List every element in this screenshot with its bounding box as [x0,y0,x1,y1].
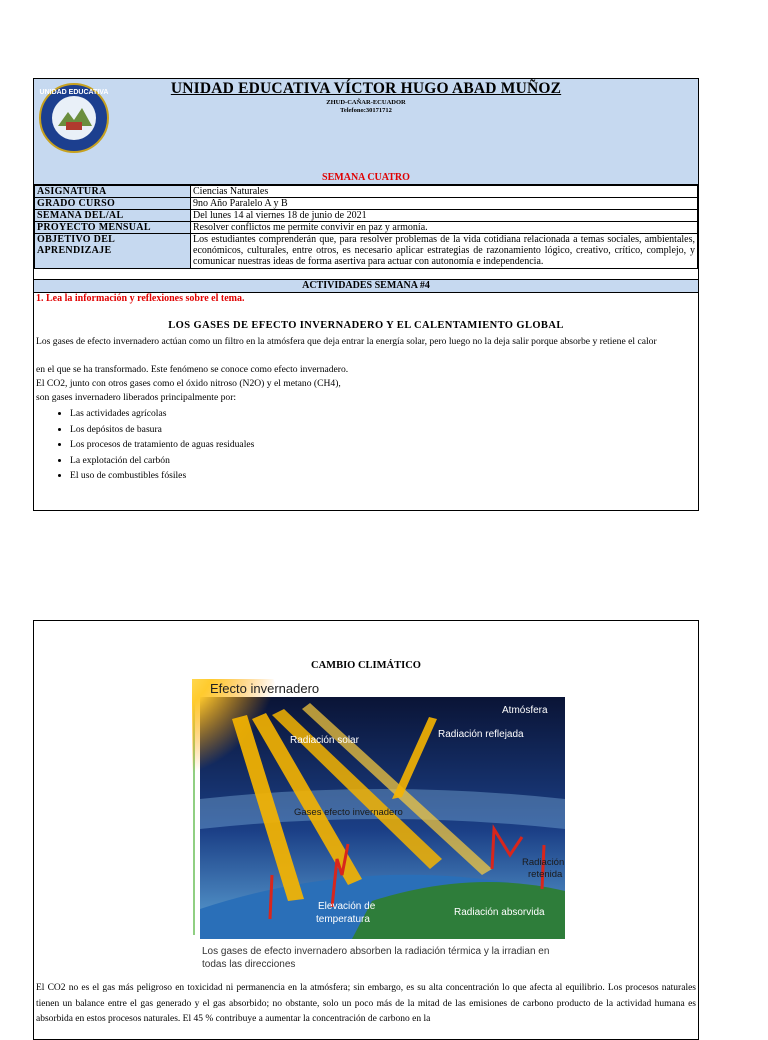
climate-paragraph: El CO2 no es el gas más peligroso en toxicidad ni permanencia en la atmósfera; sin embargo, es su alta concentración lo que afecta al equilibrio. Los procesos naturales tienen un balance entre el gas generado y el gas absorbido; no obstante, solo un poco más de la mitad de las emisiones de carbono producto de la actividad humana es absorbida en estos procesos naturales. El 45 % contribuye a aumentar la concentración de carbono en la [36,983,696,1024]
worksheet-page-1 [33,78,699,511]
header-block [34,79,698,173]
label-retained-radiation-2: retenida [528,869,563,880]
list-item: • Los procesos de tratamiento de aguas residuales [70,437,254,453]
row-key: OBJETIVO DEL APRENDIZAJE [35,234,191,269]
article-paragraph: Los gases de efecto invernadero actúan como un filtro en la atmósfera que deja entrar la energía solar, pero luego no la deja salir porque absorbe y retiene el calor [36,336,657,347]
row-value: Los estudiantes comprenderán que, para resolver problemas de la vida cotidiana relacionada a temas sociales, ambientales, económicos, culturales, entre otros, es necesario aplicar estrategias de razonamiento lógico, creativo, crítico, complejo, y comunicar nuestras ideas de forma asertiva para actuar con autonomía e independencia. [191,234,698,269]
list-item: • Las actividades agrícolas [70,406,254,422]
school-phone: Telefono:30171712 [340,107,392,114]
label-solar-radiation: Radiación solar [290,735,359,746]
school-name: UNIDAD EDUCATIVA VÍCTOR HUGO ABAD MUÑOZ [170,80,562,97]
table-row [35,222,698,234]
table-row [35,234,698,269]
row-value: 9no Año Paralelo A y B [191,198,698,210]
worksheet-page-2 [33,620,699,1040]
label-greenhouse-gases: Gases efecto invernadero [294,807,403,818]
label-temperature-rise: Elevación de [318,901,376,912]
figure-title: Efecto invernadero [210,681,320,696]
list-item: • El uso de combustibles fósiles [70,468,254,484]
climate-change-title: CAMBIO CLIMÁTICO [311,660,421,671]
greenhouse-illustration [192,679,570,979]
instruction-text: 1. Lea la información y reflexiones sobre el tema. [36,293,245,304]
week-label: SEMANA CUATRO [34,172,698,185]
table-row [35,198,698,210]
label-atmosphere: Atmósfera [502,705,548,716]
article-title: LOS GASES DE EFECTO INVERNADERO Y EL CALENTAMIENTO GLOBAL [168,320,564,331]
activities-label: ACTIVIDADES SEMANA #4 [34,279,698,293]
article-paragraph: El CO2, junto con otros gases como el óxido nitroso (N2O) y el metano (CH4), [36,378,341,389]
row-key: ASIGNATURA [35,186,191,198]
list-item: • La explotación del carbón [70,453,254,469]
table-row [35,210,698,222]
label-temperature-rise-2: temperatura [316,914,370,925]
row-value: Ciencias Naturales [191,186,698,198]
emission-sources-list [36,406,254,484]
label-reflected-radiation: Radiación reflejada [438,729,524,740]
article-paragraph: son gases invernadero liberados principalmente por: [36,392,237,403]
figure-caption: Los gases de efecto invernadero absorben la radiación térmica y la irradian en todas las direcciones [202,946,550,970]
row-key: PROYECTO MENSUAL [35,222,191,234]
article-paragraph: en el que se ha transformado. Este fenómeno se conoce como efecto invernadero. [36,364,349,375]
row-key: SEMANA DEL/AL [35,210,191,222]
row-key: GRADO CURSO [35,198,191,210]
label-retained-radiation: Radiación [522,857,565,868]
row-value: Del lunes 14 al viernes 18 de junio de 2021 [191,210,698,222]
label-absorbed-radiation: Radiación absorvida [454,907,545,918]
greenhouse-figure [192,679,570,979]
table-row [35,186,698,198]
info-table [34,185,698,269]
logo-text: UNIDAD EDUCATIVA [39,89,109,96]
list-item: • Los depósitos de basura [70,422,254,438]
row-value: Resolver conflictos me permite convivir en paz y armonía. [191,222,698,234]
school-location: ZHUD-CAÑAR-ECUADOR [326,99,406,106]
